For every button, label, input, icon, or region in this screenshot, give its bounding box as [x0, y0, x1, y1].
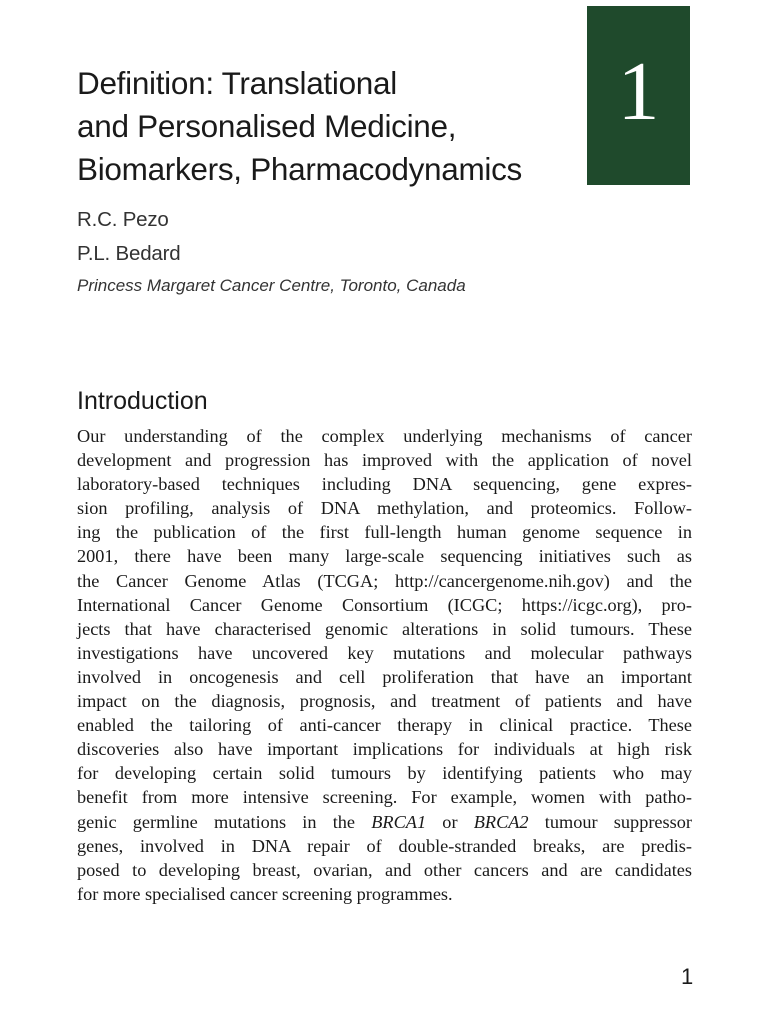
paragraph-line: Our understanding of the complex underlying mechanisms of cancer: [77, 426, 692, 446]
paragraph-line: benefit from more intensive screening. For example, women with patho-: [77, 787, 692, 808]
paragraph-line: for more specialised cancer screening programmes.: [77, 883, 453, 904]
chapter-title-line: and Personalised Medicine,: [77, 108, 457, 144]
paragraph-line: the Cancer Genome Atlas (TCGA; http://cancergenome.nih.gov) and the: [77, 570, 692, 591]
paragraph-line: ing the publication of the first full-length human genome sequence in: [77, 522, 692, 543]
chapter-title-line: Definition: Translational: [77, 65, 397, 101]
line-text: genic germline mutations in the: [77, 811, 372, 832]
paragraph-line: involved in oncogenesis and cell proliferation that have an important: [77, 666, 692, 687]
paragraph-line: discoveries also have important implications for individuals at high risk: [77, 739, 692, 760]
paragraph-line: jects that have characterised genomic alterations in solid tumours. These: [77, 618, 692, 639]
paragraph-line: 2001, there have been many large-scale sequencing initiatives such as: [77, 546, 692, 567]
author-name: R.C. Pezo: [77, 208, 169, 231]
paragraph-line: sion profiling, analysis of DNA methylation, and proteomics. Follow-: [77, 498, 692, 519]
page-number: 1: [681, 964, 694, 989]
paragraph-line: enabled the tailoring of anti-cancer therapy in clinical practice. These: [77, 715, 692, 736]
paragraph-line: impact on the diagnosis, prognosis, and treatment of patients and have: [77, 691, 692, 712]
chapter-number-badge: [587, 6, 690, 185]
paragraph-line: genes, involved in DNA repair of double-stranded breaks, are predis-: [77, 835, 692, 856]
paragraph-line: development and progression has improved with the application of novel: [77, 450, 692, 471]
chapter-title: [77, 62, 577, 191]
line-text: tumour suppressor: [528, 811, 692, 832]
author-affiliation: Princess Margaret Cancer Centre, Toronto, Canada: [77, 276, 466, 295]
chapter-number: 1: [617, 44, 660, 138]
body-paragraph: [77, 424, 692, 906]
paragraph-line: laboratory-based techniques including DNA sequencing, gene expres-: [77, 474, 692, 495]
chapter-title-line: Biomarkers, Pharmacodynamics: [77, 151, 522, 187]
paragraph-line: for developing certain solid tumours by identifying patients who may: [77, 763, 692, 784]
author-name: P.L. Bedard: [77, 242, 181, 265]
paragraph-line: posed to developing breast, ovarian, and other cancers and are candidates: [77, 859, 692, 880]
section-heading: Introduction: [77, 387, 208, 415]
paragraph-line: [77, 810, 692, 834]
gene-name-brca1: BRCA1: [371, 811, 427, 832]
paragraph-line: International Cancer Genome Consortium (ICGC; https://icgc.org), pro-: [77, 594, 692, 615]
gene-name-brca2: BRCA2: [473, 811, 529, 832]
paragraph-line: investigations have uncovered key mutations and molecular pathways: [77, 642, 692, 663]
line-text: or: [426, 811, 474, 832]
